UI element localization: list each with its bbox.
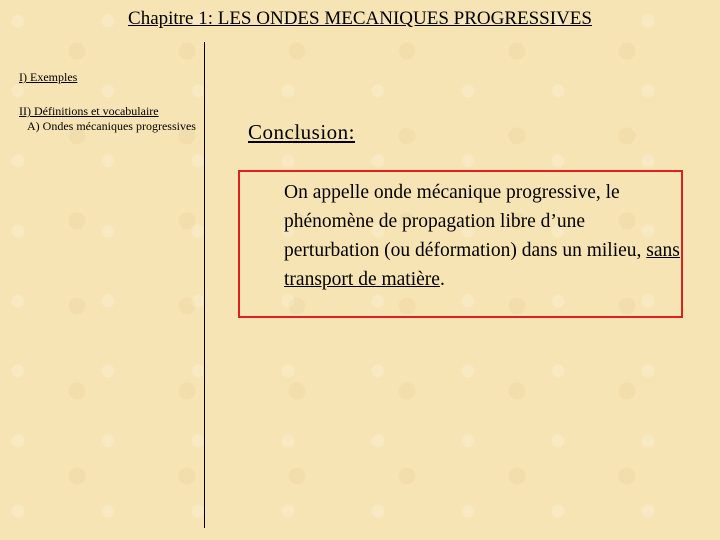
definition-text-end: . [439,269,445,290]
outline-item-exemples: I) Exemples [19,70,78,84]
definition-text-main: On appelle onde mécanique progressive, le phénomène de propagation libre d’une perturbation (ou déformation) dans un milieu, [284,182,647,261]
outline-panel [19,70,199,134]
definition-text-underlined: sans transport de matière [284,240,680,290]
outline-subitem-ondes: A) Ondes mécaniques progressives [27,119,196,133]
outline-item-definitions: II) Définitions et vocabulaire [19,104,159,118]
definition-box [238,170,683,318]
slide-title: Chapitre 1: LES ONDES MECANIQUES PROGRESSIVES [128,8,592,29]
conclusion-heading: Conclusion: [248,120,356,144]
vertical-divider [204,42,205,528]
definition-text [284,178,684,294]
